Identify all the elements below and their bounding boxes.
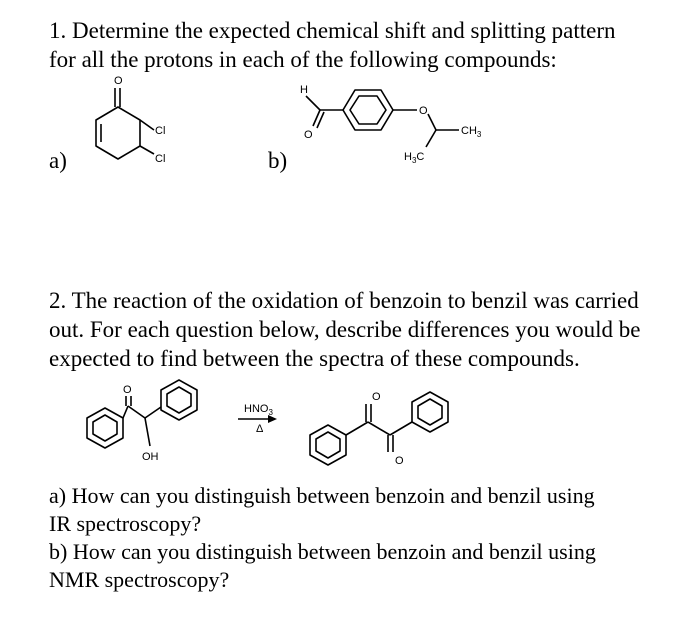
question-1-line-2: for all the protons in each of the following compounds: <box>49 47 557 72</box>
part-b-label: b) <box>268 148 288 173</box>
compound-b-ether-oxygen: O <box>419 105 428 117</box>
compound-a-structure <box>96 75 165 165</box>
compound-a-chlorine-2: Cl <box>155 153 166 165</box>
benzoin-oxygen: O <box>123 384 132 396</box>
compound-b-methyl-right: $CH_3$ <box>461 125 482 139</box>
question-2-part-b-line-1: b) How can you distinguish between benzoin and benzil using <box>49 539 596 564</box>
compound-b-hydrogen: H <box>300 84 308 96</box>
question-2-line-2: out. For each question below, describe differences you would be <box>49 317 641 342</box>
question-2-parts <box>49 482 596 594</box>
reagent-name: $HNO_3$ <box>244 403 273 417</box>
compound-a-oxygen: O <box>114 75 123 87</box>
benzil-oxygen-top: O <box>372 391 381 403</box>
benzil-oxygen-bottom: O <box>395 455 404 467</box>
question-2-line-1: 2. The reaction of the oxidation of benzoin to benzil was carried <box>49 288 639 313</box>
benzoin-structure <box>87 380 197 463</box>
compound-b-structure <box>300 84 482 165</box>
question-2-part-b-line-2: NMR spectroscopy? <box>49 567 230 592</box>
compound-b-carbonyl-oxygen: O <box>304 129 313 141</box>
reagent-condition: Δ <box>256 423 264 435</box>
compound-b-methyl-left: $H_3C$ <box>404 151 425 165</box>
question-2-line-3: expected to find between the spectra of these compounds. <box>49 346 580 371</box>
benzoin-hydroxyl: OH <box>142 451 159 463</box>
benzil-structure <box>310 391 448 467</box>
compound-a-chlorine-1: Cl <box>155 125 166 137</box>
question-2-text <box>49 286 640 373</box>
question-2-part-a-line-2: IR spectroscopy? <box>49 511 202 536</box>
question-2-part-a-line-1: a) How can you distinguish between benzoin and benzil using <box>49 483 595 508</box>
reaction-arrow <box>238 403 277 435</box>
part-a-label: a) <box>49 148 67 173</box>
question-1-line-1: 1. Determine the expected chemical shift and splitting pattern <box>49 18 616 43</box>
